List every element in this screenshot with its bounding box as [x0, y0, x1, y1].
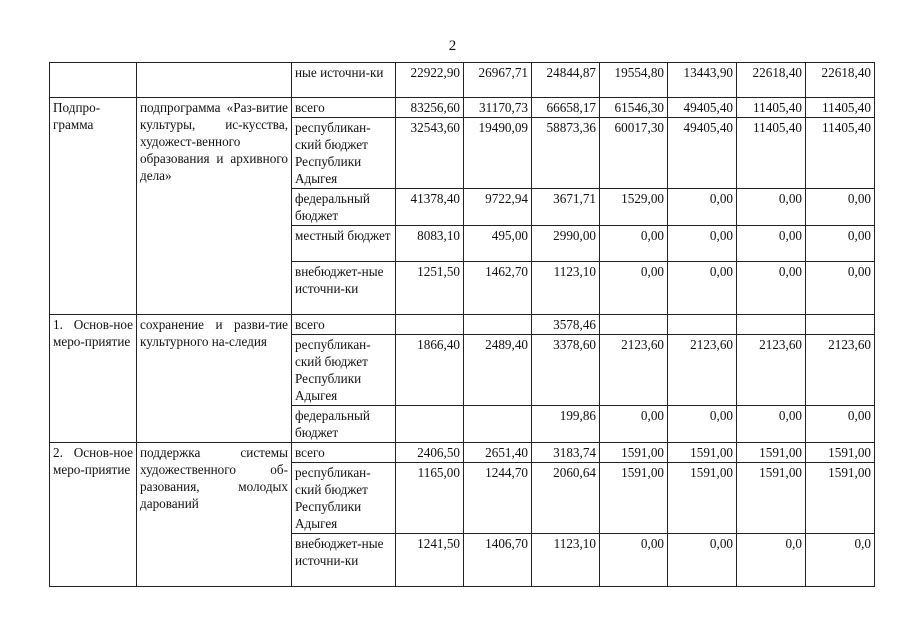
value-cell: 0,00: [806, 262, 875, 315]
value-cell: 1165,00: [396, 463, 464, 534]
value-cell: 2123,60: [806, 335, 875, 406]
value-cell: 31170,73: [464, 98, 532, 118]
value-cell: 1591,00: [668, 463, 737, 534]
value-cell: 2123,60: [600, 335, 668, 406]
value-cell: 495,00: [464, 226, 532, 262]
value-cell: 22618,40: [806, 63, 875, 98]
value-cell: 66658,17: [532, 98, 600, 118]
value-cell: 2489,40: [464, 335, 532, 406]
value-cell: 3378,60: [532, 335, 600, 406]
value-cell: 11405,40: [737, 98, 806, 118]
budget-table: [49, 62, 875, 587]
name-cell: [137, 63, 292, 98]
status-cell: 1. Основ-ное меро-приятие: [50, 315, 137, 443]
value-cell: 0,00: [600, 534, 668, 587]
source-cell: внебюджет-ные источни-ки: [292, 262, 396, 315]
value-cell: 3671,71: [532, 189, 600, 226]
value-cell: 19554,80: [600, 63, 668, 98]
source-cell: местный бюджет: [292, 226, 396, 262]
value-cell: 9722,94: [464, 189, 532, 226]
source-cell: федеральный бюджет: [292, 406, 396, 443]
value-cell: 0,00: [806, 226, 875, 262]
value-cell: 1591,00: [737, 443, 806, 463]
value-cell: 0,00: [600, 406, 668, 443]
value-cell: 0,00: [600, 262, 668, 315]
value-cell: 22922,90: [396, 63, 464, 98]
value-cell: 1123,10: [532, 534, 600, 587]
table-row: [50, 315, 875, 335]
value-cell: 1529,00: [600, 189, 668, 226]
status-cell: [50, 63, 137, 98]
value-cell: [668, 315, 737, 335]
value-cell: 0,00: [668, 262, 737, 315]
source-cell: ные источни-ки: [292, 63, 396, 98]
status-cell: Подпро-грамма: [50, 98, 137, 315]
value-cell: [464, 406, 532, 443]
value-cell: 24844,87: [532, 63, 600, 98]
value-cell: [600, 315, 668, 335]
value-cell: 22618,40: [737, 63, 806, 98]
table-row: [50, 443, 875, 463]
value-cell: 3578,46: [532, 315, 600, 335]
value-cell: 0,00: [737, 226, 806, 262]
value-cell: 0,0: [737, 534, 806, 587]
value-cell: 0,00: [806, 189, 875, 226]
value-cell: [396, 406, 464, 443]
value-cell: 58873,36: [532, 118, 600, 189]
value-cell: 0,00: [600, 226, 668, 262]
value-cell: 2651,40: [464, 443, 532, 463]
value-cell: 61546,30: [600, 98, 668, 118]
source-cell: всего: [292, 315, 396, 335]
source-cell: республикан-ский бюджет Республики Адыгея: [292, 335, 396, 406]
value-cell: 0,00: [737, 262, 806, 315]
name-cell: подпрограмма «Раз-витие культуры, ис-кусства, художест-венного образования и архивного дела»: [137, 98, 292, 315]
value-cell: 49405,40: [668, 98, 737, 118]
value-cell: 19490,09: [464, 118, 532, 189]
value-cell: 1591,00: [668, 443, 737, 463]
name-cell: поддержка системы художественного об-разования, молодых дарований: [137, 443, 292, 587]
source-cell: республикан-ский бюджет Республики Адыгея: [292, 118, 396, 189]
value-cell: 41378,40: [396, 189, 464, 226]
status-cell: 2. Основ-ное меро-приятие: [50, 443, 137, 587]
value-cell: 199,86: [532, 406, 600, 443]
value-cell: 0,00: [806, 406, 875, 443]
value-cell: 1591,00: [600, 443, 668, 463]
source-cell: всего: [292, 443, 396, 463]
value-cell: 1591,00: [806, 443, 875, 463]
value-cell: 1251,50: [396, 262, 464, 315]
value-cell: 49405,40: [668, 118, 737, 189]
value-cell: 0,00: [668, 406, 737, 443]
value-cell: 1591,00: [600, 463, 668, 534]
value-cell: 1591,00: [806, 463, 875, 534]
value-cell: 2990,00: [532, 226, 600, 262]
value-cell: 8083,10: [396, 226, 464, 262]
table-row: [50, 98, 875, 118]
page-number: 2: [448, 38, 457, 54]
value-cell: 26967,71: [464, 63, 532, 98]
value-cell: 11405,40: [806, 98, 875, 118]
value-cell: 2060,64: [532, 463, 600, 534]
value-cell: 3183,74: [532, 443, 600, 463]
value-cell: 1123,10: [532, 262, 600, 315]
value-cell: 32543,60: [396, 118, 464, 189]
value-cell: [806, 315, 875, 335]
value-cell: 1244,70: [464, 463, 532, 534]
source-cell: республикан-ский бюджет Республики Адыгея: [292, 463, 396, 534]
value-cell: 83256,60: [396, 98, 464, 118]
value-cell: 2123,60: [668, 335, 737, 406]
value-cell: 0,0: [806, 534, 875, 587]
value-cell: 11405,40: [737, 118, 806, 189]
value-cell: [396, 315, 464, 335]
value-cell: 60017,30: [600, 118, 668, 189]
value-cell: 0,00: [668, 534, 737, 587]
source-cell: всего: [292, 98, 396, 118]
value-cell: [464, 315, 532, 335]
value-cell: 1866,40: [396, 335, 464, 406]
value-cell: 1591,00: [737, 463, 806, 534]
value-cell: 13443,90: [668, 63, 737, 98]
value-cell: 1406,70: [464, 534, 532, 587]
source-cell: внебюджет-ные источни-ки: [292, 534, 396, 587]
source-cell: федеральный бюджет: [292, 189, 396, 226]
table-row: [50, 63, 875, 98]
value-cell: 0,00: [668, 189, 737, 226]
value-cell: 1462,70: [464, 262, 532, 315]
value-cell: 0,00: [737, 406, 806, 443]
value-cell: 0,00: [737, 189, 806, 226]
value-cell: 0,00: [668, 226, 737, 262]
value-cell: [737, 315, 806, 335]
value-cell: 11405,40: [806, 118, 875, 189]
value-cell: 2406,50: [396, 443, 464, 463]
name-cell: сохранение и разви-тие культурного на-следия: [137, 315, 292, 443]
value-cell: 1241,50: [396, 534, 464, 587]
value-cell: 2123,60: [737, 335, 806, 406]
